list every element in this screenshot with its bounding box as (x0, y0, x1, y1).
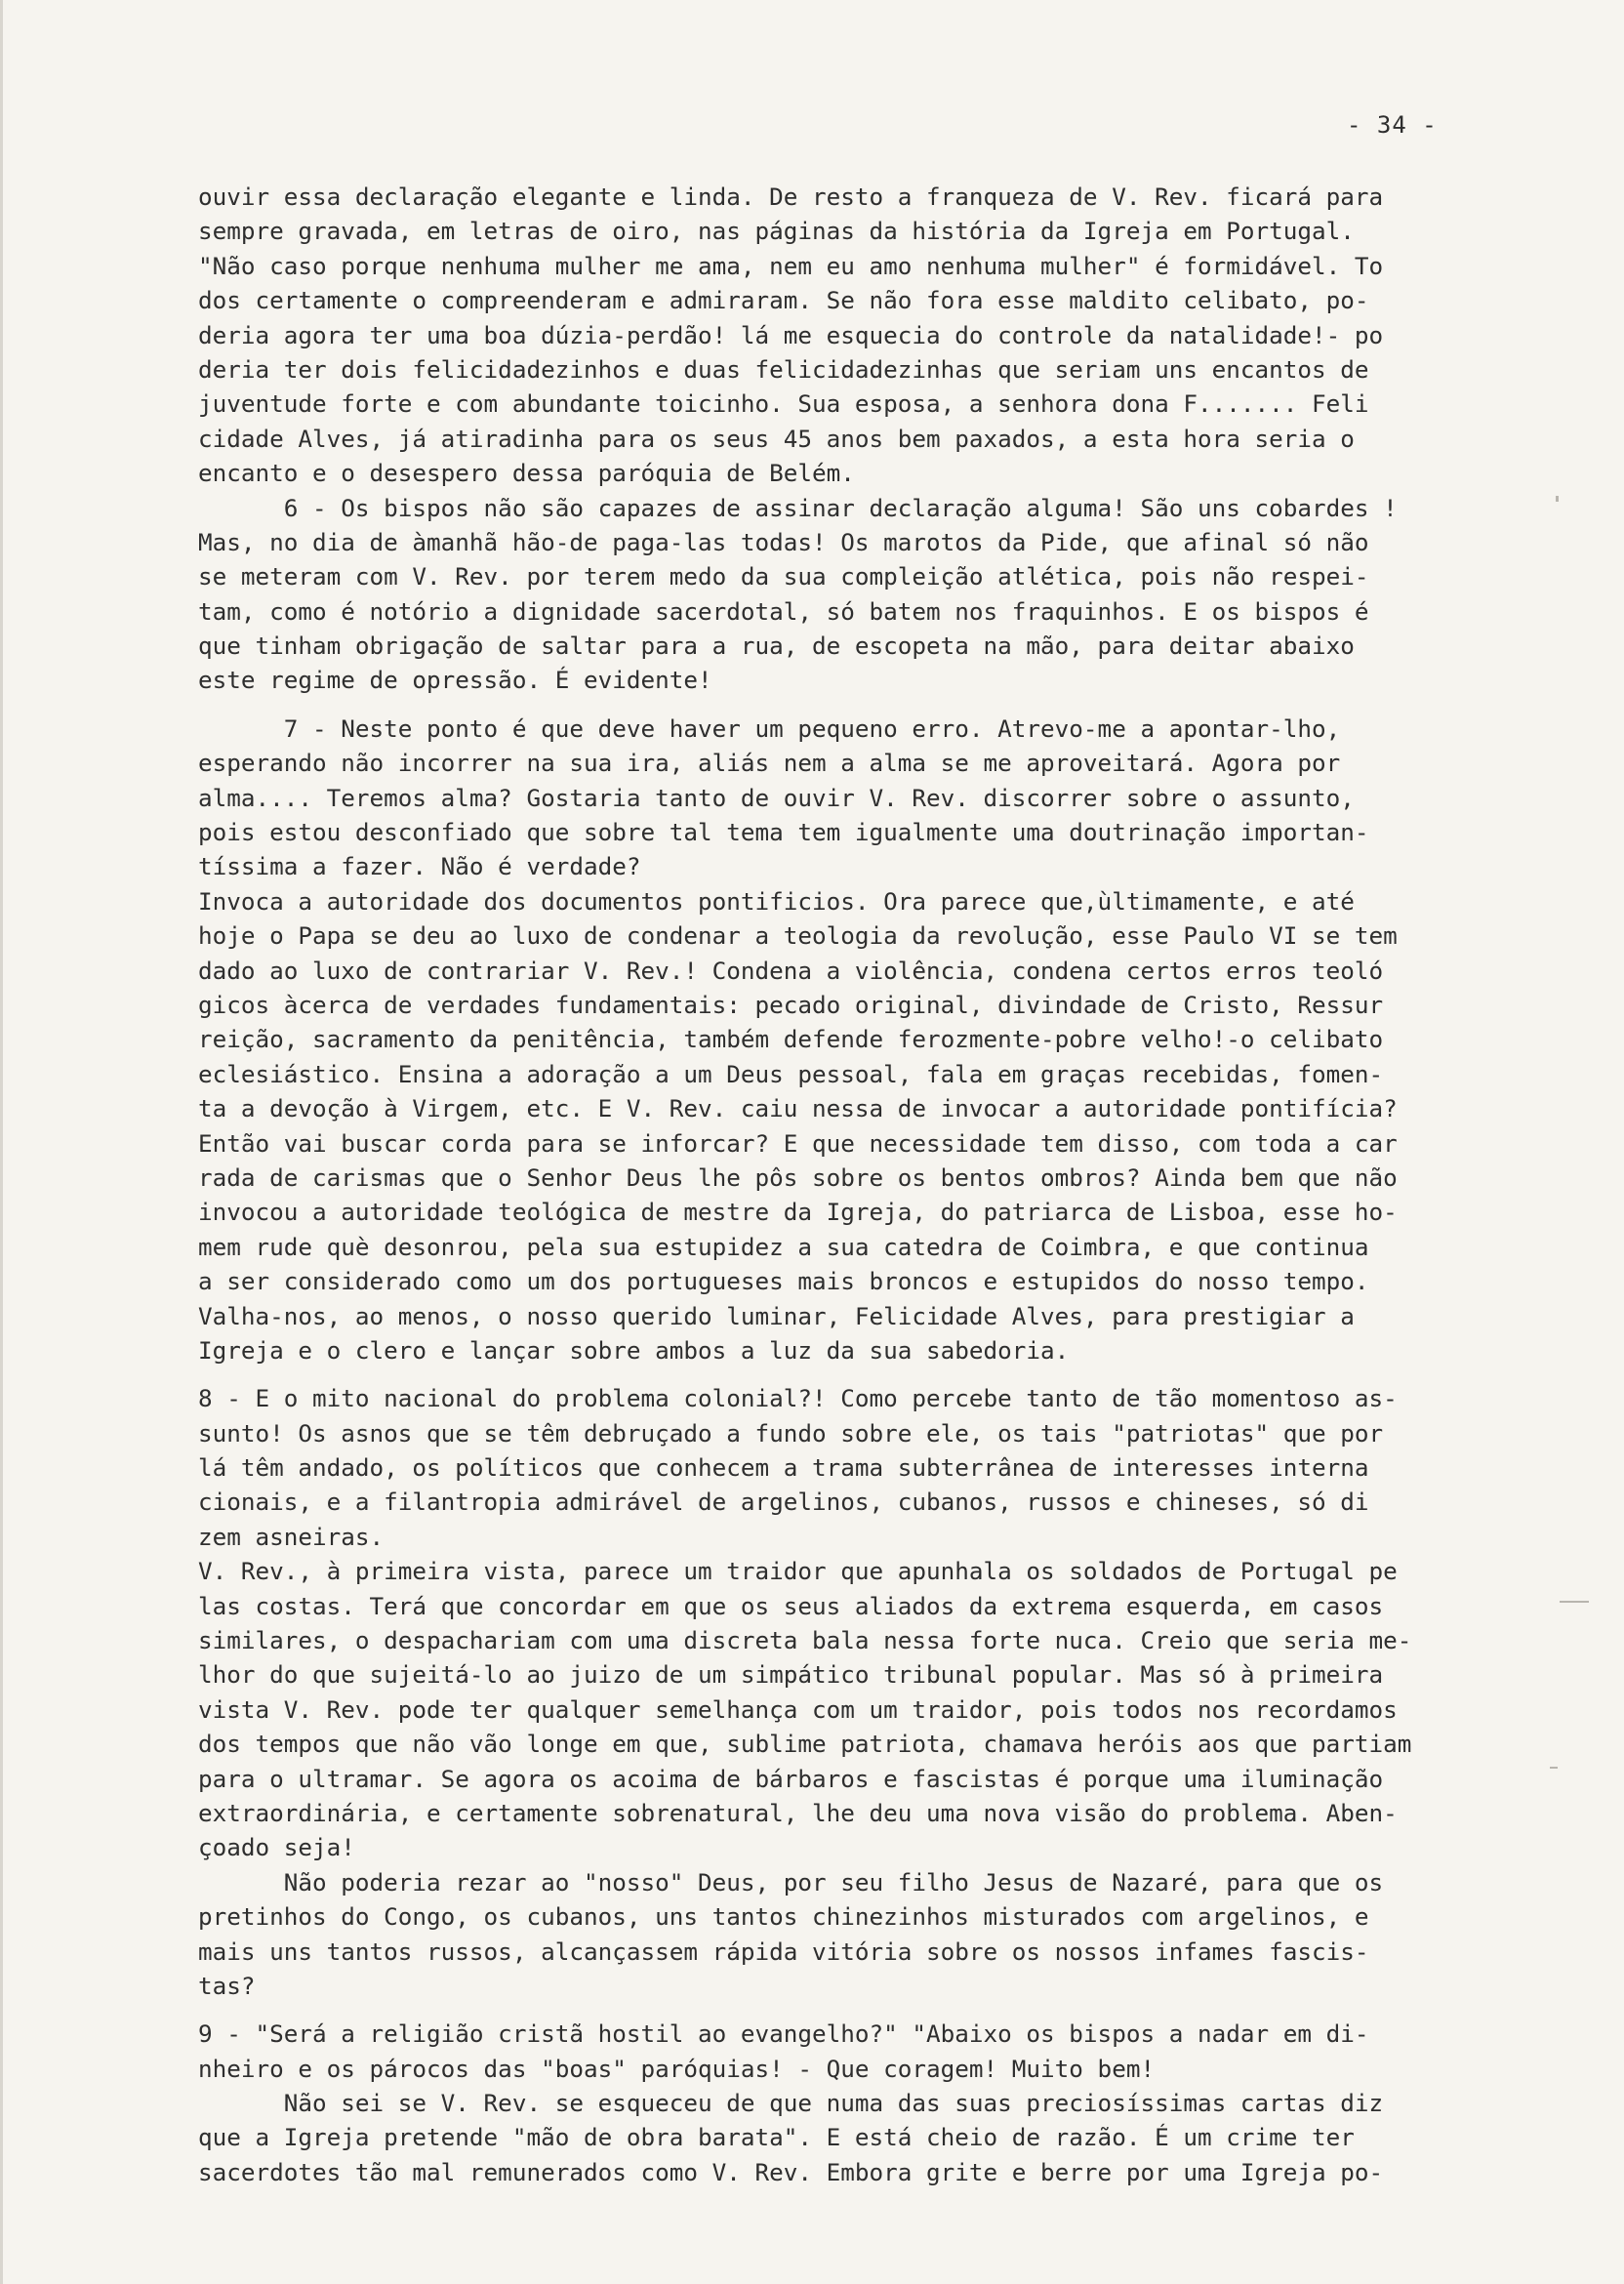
text-line: para o ultramar. Se agora os acoima de bárbaros e fascistas é porque uma iluminação (198, 1764, 1384, 1793)
text-line: juventude forte e com abundante toicinho. Sua esposa, a senhora dona F....... Feli (198, 389, 1369, 419)
text-line: se meteram com V. Rev. por terem medo da sua compleição atlética, pois não respei- (198, 562, 1369, 591)
text-line: sunto! Os asnos que se têm debruçado a fundo sobre ele, os tais "patriotas" que por (198, 1418, 1384, 1448)
text-line: tas? (198, 1971, 256, 2000)
body-text (198, 180, 1508, 2189)
text-line: dos certamente o compreenderam e admiraram. Se não fora esse maldito celibato, po- (198, 286, 1369, 315)
text-line: que a Igreja pretende "mão de obra barata". E está cheio de razão. É um crime ter (198, 2123, 1355, 2152)
margin-mark (1560, 1601, 1589, 1603)
text-line: pretinhos do Congo, os cubanos, uns tantos chinezinhos misturados com argelinos, e (198, 1902, 1369, 1932)
text-line: Invoca a autoridade dos documentos pontificios. Ora parece que,ùltimamente, e até (198, 886, 1355, 916)
text-line: çoado seja! (198, 1833, 355, 1862)
text-line: gicos àcerca de verdades fundamentais: pecado original, divindade de Cristo, Ressur (198, 990, 1384, 1019)
text-line: 9 - "Será a religião cristã hostil ao evangelho?" "Abaixo os bispos a nadar em di- (198, 2019, 1369, 2049)
text-line: Igreja e o clero e lançar sobre ambos a luz da sua sabedoria. (198, 1335, 1070, 1365)
text-line: pois estou desconfiado que sobre tal tema tem igualmente uma doutrinação importan- (198, 818, 1369, 847)
text-line: Não sei se V. Rev. se esqueceu de que numa das suas preciosíssimas cartas diz (198, 2089, 1384, 2118)
text-line: mem rude què desonrou, pela sua estupidez a sua catedra de Coimbra, e que continua (198, 1232, 1369, 1261)
text-line: 6 - Os bispos não são capazes de assinar declaração alguma! São uns cobardes ! (198, 493, 1398, 522)
text-line: Valha-nos, ao menos, o nosso querido luminar, Felicidade Alves, para prestigiar a (198, 1301, 1355, 1330)
text-line: zem asneiras. (198, 1522, 385, 1551)
margin-mark (1556, 496, 1559, 502)
text-line: este regime de opressão. É evidente! (198, 666, 712, 695)
text-line: deria agora ter uma boa dúzia-perdão! lá me esquecia do controle da natalidade!- po (198, 320, 1384, 349)
text-line: hoje o Papa se deu ao luxo de condenar a teologia da revolução, esse Paulo VI se tem (198, 921, 1398, 951)
text-line: rada de carismas que o Senhor Deus lhe pôs sobre os bentos ombros? Ainda bem que não (198, 1162, 1398, 1192)
text-line: a ser considerado como um dos portugueses mais broncos e estupidos do nosso tempo. (198, 1267, 1369, 1296)
text-line: Então vai buscar corda para se inforcar? E que necessidade tem disso, com toda a car (198, 1128, 1398, 1158)
text-line: invocou a autoridade teológica de mestre da Igreja, do patriarca de Lisboa, esse ho- (198, 1198, 1398, 1227)
text-line: 7 - Neste ponto é que deve haver um pequeno erro. Atrevo-me a apontar-lho, (198, 714, 1341, 743)
text-line: "Não caso porque nenhuma mulher me ama, nem eu amo nenhuma mulher" é formidável. To (198, 251, 1384, 280)
text-line: sacerdotes tão mal remunerados como V. Rev. Embora grite e berre por uma Igreja po- (198, 2157, 1384, 2186)
text-line: las costas. Terá que concordar em que os seus aliados da extrema esquerda, em casos (198, 1591, 1384, 1620)
text-line: cidade Alves, já atiradinha para os seus 45 anos bem paxados, a esta hora seria o (198, 424, 1355, 453)
text-line: encanto e o desespero dessa paróquia de Belém. (198, 459, 855, 488)
text-line: eclesiástico. Ensina a adoração a um Deus pessoal, fala em graças recebidas, fomen- (198, 1059, 1384, 1088)
paragraph-gap (198, 698, 1508, 712)
text-line: sempre gravada, em letras de oiro, nas páginas da história da Igreja em Portugal. (198, 217, 1355, 246)
text-line: que tinham obrigação de saltar para a rua, de escopeta na mão, para deitar abaixo (198, 632, 1355, 661)
text-line: tam, como é notório a dignidade sacerdotal, só batem nos fraquinhos. E os bispos é (198, 596, 1369, 626)
text-line: vista V. Rev. pode ter qualquer semelhança com um traidor, pois todos nos recordamos (198, 1694, 1398, 1724)
text-line: cionais, e a filantropia admirável de argelinos, cubanos, russos e chineses, só di (198, 1488, 1369, 1517)
text-line: esperando não incorrer na sua ira, aliás nem a alma se me aproveitará. Agora por (198, 749, 1341, 778)
text-line: ta a devoção à Virgem, etc. E V. Rev. caiu nessa de invocar a autoridade pontifícia? (198, 1094, 1398, 1123)
text-line: Não poderia rezar ao "nosso" Deus, por seu filho Jesus de Nazaré, para que os (198, 1867, 1384, 1897)
text-line: tíssima a fazer. Não é verdade? (198, 852, 641, 881)
text-line: extraordinária, e certamente sobrenatural, lhe deu uma nova visão do problema. Aben- (198, 1798, 1398, 1827)
text-line: Mas, no dia de àmanhã hão-de paga-las todas! Os marotos da Pide, que afinal só não (198, 527, 1369, 556)
text-line: similares, o despachariam com uma discreta bala nessa forte nuca. Creio que seria me- (198, 1626, 1412, 1655)
text-line: dos tempos que não vão longe em que, sublime patriota, chamava heróis aos que partiam (198, 1730, 1412, 1759)
margin-mark (1550, 1767, 1558, 1769)
page-edge (0, 0, 3, 2284)
page-number: - 34 - (1347, 111, 1438, 139)
text-line: ouvir essa declaração elegante e linda. De resto a franqueza de V. Rev. ficará para (198, 183, 1384, 211)
text-line: mais uns tantos russos, alcançassem rápida vitória sobre os nossos infames fascis- (198, 1937, 1369, 1966)
text-line: 8 - E o mito nacional do problema colonial?! Como percebe tanto de tão momentoso as- (198, 1384, 1398, 1413)
text-line: deria ter dois felicidadezinhos e duas felicidadezinhas que seriam uns encantos de (198, 354, 1369, 384)
paragraph-gap (198, 1367, 1508, 1381)
text-line: lá têm andado, os políticos que conhecem a trama subterrânea de interesses interna (198, 1453, 1369, 1483)
text-line: alma.... Teremos alma? Gostaria tanto de ouvir V. Rev. discorrer sobre o assunto, (198, 783, 1355, 812)
text-line: lhor do que sujeitá-lo ao juizo de um simpático tribunal popular. Mas só à primeira (198, 1660, 1384, 1690)
text-line: V. Rev., à primeira vista, parece um traidor que apunhala os soldados de Portugal pe (198, 1557, 1398, 1586)
paragraph-gap (198, 2003, 1508, 2017)
text-line: dado ao luxo de contrariar V. Rev.! Condena a violência, condena certos erros teoló (198, 956, 1384, 985)
text-line: nheiro e os párocos das "boas" paróquias! - Que coragem! Muito bem! (198, 2054, 1156, 2083)
text-line: reição, sacramento da penitência, também defende ferozmente-pobre velho!-o celibato (198, 1025, 1384, 1054)
